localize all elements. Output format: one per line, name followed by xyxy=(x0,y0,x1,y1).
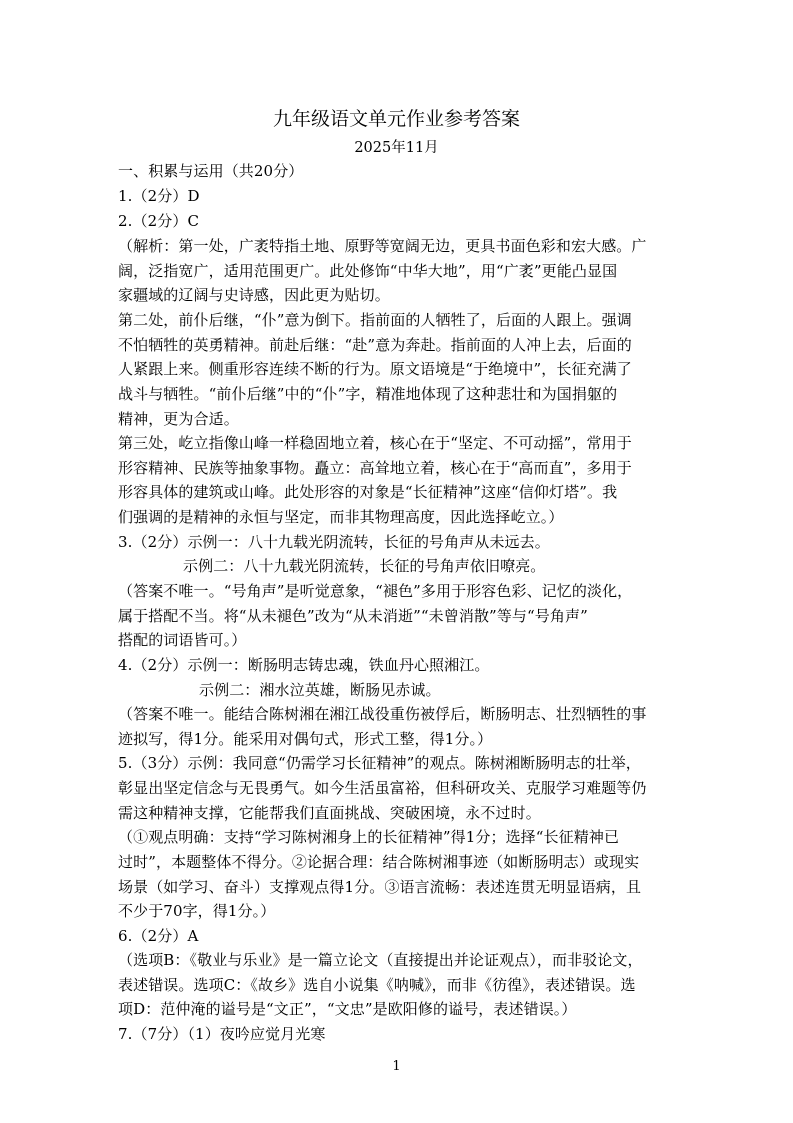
document-title: 九年级语文单元作业参考答案 xyxy=(272,108,520,130)
text-line: 需这种精神支撑，它能帮我们直面挑战、突破困境，永不过时。 xyxy=(118,804,541,822)
answer-3-example-2: 示例二：八十九载光阴流转，长征的号角声依旧嘹亮。 xyxy=(183,557,546,575)
text-line: 形容具体的建筑或山峰。此处形容的对象是“长征精神”这座“信仰灯塔”。我 xyxy=(118,483,618,501)
text-line: 过时”，本题整体不得分。②论据合理：结合陈树湘事迹（如断肠明志）或现实 xyxy=(118,853,640,871)
text-line: 彰显出坚定信念与无畏勇气。如今生活虽富裕，但科研攻关、克服学习难题等仍 xyxy=(118,779,647,797)
text-line: 场景（如学习、奋斗）支撑观点得1分。③语言流畅：表述连贯无明显语病，且 xyxy=(118,878,642,896)
text-line: 表述错误。选项C：《故乡》选自小说集《呐喊》，而非《彷徨》，表述错误。选 xyxy=(118,976,636,994)
answer-5: 5.（3分）示例：我同意“仍需学习长征精神”的观点。陈树湘断肠明志的壮举， xyxy=(118,754,641,772)
answer-4-example-2: 示例二：湘水泣英雄，断肠见赤诚。 xyxy=(199,681,441,699)
page-number: 1 xyxy=(392,1059,401,1074)
answer-4: 4.（2分）示例一：断肠明志铸忠魂，铁血丹心照湘江。 xyxy=(118,656,490,674)
text-line: （答案不唯一。“号角声”是听觉意象，“褪色”多用于形容色彩、记忆的淡化， xyxy=(118,582,633,600)
text-line: 搭配的词语皆可。） xyxy=(118,631,247,649)
text-line: 第二处，前仆后继，“仆”意为倒下。指前面的人牺牲了，后面的人跟上。强调 xyxy=(118,311,632,329)
text-line: 们强调的是精神的永恒与坚定，而非其物理高度，因此选择屹立。） xyxy=(118,508,564,526)
text-line: 迹拟写，得1分。能采用对偶句式，形式工整，得1分。） xyxy=(118,730,493,748)
answer-2: 2.（2分）C xyxy=(118,212,200,230)
text-line: （选项B：《敬业与乐业》是一篇立论文（直接提出并论证观点），而非驳论文， xyxy=(118,951,643,969)
text-line: （①观点明确：支持“学习陈树湘身上的长征精神”得1分；选择“长征精神已 xyxy=(118,828,620,846)
text-line: 阔，泛指宽广，适用范围更广。此处修饰“中华大地”，用“广袤”更能凸显国 xyxy=(118,262,618,280)
text-line: 精神，更为合适。 xyxy=(118,410,239,428)
text-line: （答案不唯一。能结合陈树湘在湘江战役重伤被俘后，断肠明志、壮烈牺牲的事 xyxy=(118,705,647,723)
text-line: （解析：第一处，广袤特指土地、原野等宽阔无边，更具书面色彩和宏大感。广 xyxy=(118,237,647,255)
text-line: 形容精神、民族等抽象事物。矗立：高耸地立着，核心在于“高而直”，多用于 xyxy=(118,459,632,477)
text-line: 项D：范仲淹的谥号是“文正”，“文忠”是欧阳修的谥号，表述错误。） xyxy=(118,1000,577,1018)
text-line: 不少于70字，得1分。） xyxy=(118,902,276,920)
answer-1: 1.（2分）D xyxy=(118,187,200,205)
document-date: 2025年11月 xyxy=(354,140,439,156)
section-heading: 一、积累与运用（共20分） xyxy=(118,162,304,180)
text-line: 家疆域的辽阔与史诗感，因此更为贴切。 xyxy=(118,286,390,304)
text-line: 不怕牺牲的英勇精神。前赴后继：“赴”意为奔赴。指前面的人冲上去，后面的 xyxy=(118,336,632,354)
text-line: 第三处，屹立指像山峰一样稳固地立着，核心在于“坚定、不可动摇”，常用于 xyxy=(118,434,632,452)
text-line: 属于搭配不当。将“从未褪色”改为“从未消逝”“未曾消散”等与“号角声” xyxy=(118,607,588,625)
text-line: 战斗与牺牲。“前仆后继”中的“仆”字，精准地体现了这种悲壮和为国捐躯的 xyxy=(118,385,618,403)
answer-7: 7.（7分）（1）夜吟应觉月光寒 xyxy=(118,1025,326,1043)
answer-3: 3.（2分）示例一：八十九载光阴流转，长征的号角声从未远去。 xyxy=(118,533,550,551)
answer-6: 6.（2分）A xyxy=(118,927,199,945)
text-line: 人紧跟上来。侧重形容连续不断的行为。原文语境是“于绝境中”，长征充满了 xyxy=(118,360,632,378)
